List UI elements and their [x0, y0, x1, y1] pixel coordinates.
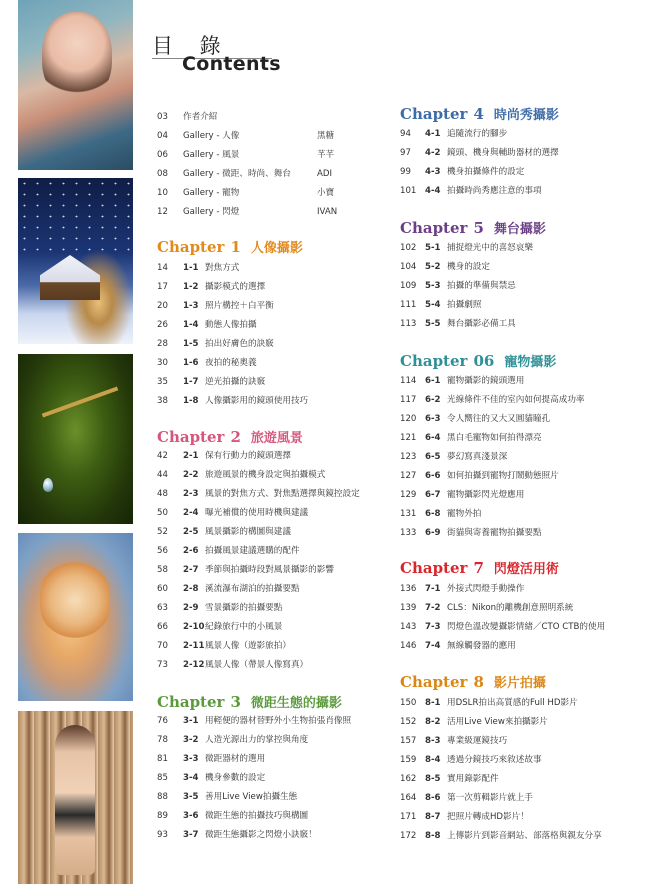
- entry-page: 97: [400, 148, 411, 158]
- model-figure: [55, 725, 95, 875]
- entry-code: 6-9: [425, 528, 441, 538]
- entry-page: 102: [400, 243, 417, 253]
- toc-entry: [400, 488, 524, 502]
- entry-title: 善用Live View拍攝生態: [205, 792, 298, 802]
- chapter-name: 人像攝影: [250, 241, 303, 256]
- toc-entry: [157, 205, 338, 219]
- chapter-number: 8: [473, 673, 484, 691]
- entry-code: 6-4: [425, 433, 441, 443]
- entry-code: 4-4: [425, 186, 441, 196]
- entry-page: 162: [400, 774, 417, 784]
- chapter-label: Chapter: [400, 352, 468, 370]
- toc-entry: [400, 639, 516, 653]
- entry-title: 寵物攝影閃光燈應用: [447, 490, 525, 500]
- entry-code: 3-2: [183, 735, 199, 745]
- chapter-heading: [157, 237, 303, 256]
- entry-page: 50: [157, 508, 168, 518]
- toc-entry: [400, 184, 542, 198]
- entry-title: 風景攝影的構圖與建議: [205, 527, 291, 537]
- chapter-heading: [400, 672, 546, 691]
- entry-title: 外接式閃燈手動操作: [447, 584, 525, 594]
- entry-page: 89: [157, 811, 168, 821]
- entry-title: 拍攝劇照: [447, 300, 482, 310]
- kitten-shape: [40, 560, 110, 640]
- entry-title: 黑白毛寵物如何拍得漂亮: [447, 433, 542, 443]
- entry-page: 150: [400, 698, 417, 708]
- toc-entry: [400, 772, 499, 786]
- entry-page: 113: [400, 319, 417, 329]
- toc-entry: [157, 714, 351, 728]
- toc-entry: [157, 299, 274, 313]
- entry-code: 5-3: [425, 281, 441, 291]
- toc-entry: [400, 734, 507, 748]
- entry-page: 28: [157, 339, 168, 349]
- entry-title: 保有行動力的鏡頭選擇: [205, 451, 291, 461]
- entry-page: 172: [400, 831, 417, 841]
- entry-code: 1-7: [183, 377, 199, 387]
- chapter-label: Chapter: [157, 238, 225, 256]
- entry-code: 2-10: [183, 622, 205, 632]
- entry-page: 127: [400, 471, 417, 481]
- toc-entry: [400, 469, 559, 483]
- chapter-label: Chapter: [400, 559, 468, 577]
- chapter-label: Chapter: [400, 219, 468, 237]
- entry-code: 5-5: [425, 319, 441, 329]
- entry-code: 3-6: [183, 811, 199, 821]
- toc-entry: [157, 658, 308, 672]
- entry-page: 94: [400, 129, 411, 139]
- chapter-number: 06: [473, 352, 495, 370]
- toc-entry: [400, 753, 542, 767]
- entry-code: 6-6: [425, 471, 441, 481]
- water-droplet: [43, 478, 53, 492]
- entry-page: 08: [157, 169, 168, 179]
- entry-page: 63: [157, 603, 168, 613]
- entry-title: 機身參數的設定: [205, 773, 266, 783]
- entry-title: 對焦方式: [205, 263, 240, 273]
- entry-code: 5-1: [425, 243, 441, 253]
- entry-author: IVAN: [317, 207, 338, 217]
- entry-title: 拍攝的準備與禁忌: [447, 281, 516, 291]
- entry-author: 芊芊: [317, 150, 335, 160]
- toc-entry: [400, 260, 490, 274]
- entry-title: 透過分鏡技巧來敘述故事: [447, 755, 542, 765]
- entry-page: 76: [157, 716, 168, 726]
- entry-title: 舞台攝影必備工具: [447, 319, 516, 329]
- chapter-label: Chapter: [157, 428, 225, 446]
- entry-code: 6-2: [425, 395, 441, 405]
- entry-title: 照片構控＋白平衡: [205, 301, 274, 311]
- toc-entry: [400, 298, 481, 312]
- entry-code: 3-7: [183, 830, 199, 840]
- entry-title: 旅遊風景的機身設定與拍攝模式: [205, 470, 326, 480]
- toc-entry: [157, 563, 334, 577]
- entry-code: 8-6: [425, 793, 441, 803]
- chapter-label: Chapter: [400, 673, 468, 691]
- entry-code: 8-3: [425, 736, 441, 746]
- toc-entry: [400, 450, 507, 464]
- toc-entry: [157, 186, 335, 200]
- toc-entry: [400, 279, 516, 293]
- entry-page: 131: [400, 509, 417, 519]
- entry-code: 3-5: [183, 792, 199, 802]
- portrait-subject: [42, 12, 112, 102]
- entry-title: 專業級運鏡技巧: [447, 736, 508, 746]
- page-title-chinese: 目 錄: [152, 34, 231, 58]
- entry-code: 2-9: [183, 603, 199, 613]
- entry-page: 129: [400, 490, 417, 500]
- entry-title: 人造光源出力的掌控與角度: [205, 735, 309, 745]
- toc-entry: [157, 809, 308, 823]
- entry-author: 小寶: [317, 188, 335, 198]
- entry-code: 1-8: [183, 396, 199, 406]
- entry-title: 上傳影片到影音網站、部落格與親友分享: [447, 831, 602, 841]
- entry-code: 5-2: [425, 262, 441, 272]
- entry-code: 8-1: [425, 698, 441, 708]
- toc-entry: [157, 506, 308, 520]
- entry-code: 4-2: [425, 148, 441, 158]
- entry-title: Gallery - 人像: [183, 131, 240, 141]
- chapter-label: Chapter: [157, 693, 225, 711]
- entry-code: 2-1: [183, 451, 199, 461]
- entry-page: 10: [157, 188, 168, 198]
- entry-page: 52: [157, 527, 168, 537]
- chapter-number: 3: [230, 693, 241, 711]
- entry-code: 1-5: [183, 339, 199, 349]
- chapter-number: 1: [230, 238, 241, 256]
- entry-code: 7-1: [425, 584, 441, 594]
- entry-title: 用輕便的器材替野外小生物拍張肖像照: [205, 716, 352, 726]
- chapter-name: 舞台攝影: [493, 222, 546, 237]
- entry-code: 6-8: [425, 509, 441, 519]
- entry-page: 143: [400, 622, 417, 632]
- entry-page: 17: [157, 282, 168, 292]
- chapter-name: 微距生態的攝影: [250, 696, 342, 711]
- toc-entry: [157, 356, 257, 370]
- entry-page: 78: [157, 735, 168, 745]
- entry-title: 季節與拍攝時段對風景攝影的影響: [205, 565, 334, 575]
- entry-page: 104: [400, 262, 417, 272]
- toc-entry: [157, 261, 239, 275]
- entry-title: 微距生態攝影之閃燈小訣竅！: [205, 830, 317, 840]
- entry-code: 6-1: [425, 376, 441, 386]
- chapter-heading: [157, 692, 342, 711]
- toc-entry: [157, 148, 335, 162]
- toc-entry: [400, 582, 524, 596]
- entry-page: 30: [157, 358, 168, 368]
- entry-page: 20: [157, 301, 168, 311]
- entry-title: 夜拍的秘奧義: [205, 358, 257, 368]
- toc-entry: [157, 449, 291, 463]
- page-title-english: Contents: [182, 53, 281, 75]
- entry-page: 38: [157, 396, 168, 406]
- entry-title: Gallery - 閃燈: [183, 207, 240, 217]
- entry-page: 109: [400, 281, 417, 291]
- entry-title: 光線條件不佳的室內如何提高成功率: [447, 395, 585, 405]
- toc-entry: [157, 639, 291, 653]
- entry-page: 58: [157, 565, 168, 575]
- chapter-number: 7: [473, 559, 484, 577]
- entry-title: 雪景攝影的拍攝要點: [205, 603, 283, 613]
- entry-page: 03: [157, 112, 168, 122]
- entry-page: 48: [157, 489, 168, 499]
- toc-entry: [400, 791, 533, 805]
- entry-code: 8-4: [425, 755, 441, 765]
- entry-code: 1-3: [183, 301, 199, 311]
- entry-page: 157: [400, 736, 417, 746]
- toc-entry: [400, 241, 533, 255]
- toc-entry: [400, 127, 507, 141]
- toc-entry: [157, 790, 297, 804]
- entry-page: 146: [400, 641, 417, 651]
- entry-page: 171: [400, 812, 417, 822]
- entry-code: 6-7: [425, 490, 441, 500]
- toc-entry: [157, 394, 308, 408]
- toc-entry: [400, 317, 516, 331]
- entry-page: 12: [157, 207, 168, 217]
- entry-code: 6-3: [425, 414, 441, 424]
- entry-page: 60: [157, 584, 168, 594]
- toc-entry: [400, 374, 524, 388]
- toc-entry: [157, 375, 265, 389]
- chapter-name: 影片拍攝: [493, 676, 546, 691]
- chapter-number: 4: [473, 105, 484, 123]
- dragonfly-macro-photo: [18, 354, 133, 524]
- toc-entry: [157, 544, 300, 558]
- entry-code: 2-11: [183, 641, 205, 651]
- entry-code: 4-3: [425, 167, 441, 177]
- chapter-number: 2: [230, 428, 241, 446]
- chapter-heading: [400, 104, 559, 123]
- toc-entry: [400, 165, 524, 179]
- toc-entry: [157, 129, 335, 143]
- entry-title: 人像攝影用的鏡頭使用技巧: [205, 396, 309, 406]
- entry-title: 鏡頭、機身與輔助器材的選擇: [447, 148, 559, 158]
- entry-title: 動態人像拍攝: [205, 320, 257, 330]
- toc-entry: [400, 526, 542, 540]
- entry-title: 機身拍攝條件的設定: [447, 167, 525, 177]
- toc-entry: [157, 601, 282, 615]
- entry-title: 風景人像（帶景人像寫真）: [205, 660, 309, 670]
- entry-code: 1-6: [183, 358, 199, 368]
- entry-title: 寵物攝影的鏡頭選用: [447, 376, 525, 386]
- entry-title: Gallery - 風景: [183, 150, 240, 160]
- entry-page: 111: [400, 300, 417, 310]
- entry-title: 拍攝風景建議選購的配件: [205, 546, 300, 556]
- entry-page: 117: [400, 395, 417, 405]
- chapter-number: 5: [473, 219, 484, 237]
- toc-entry: [400, 393, 585, 407]
- toc-entry: [157, 582, 300, 596]
- chapter-name: 時尚秀攝影: [493, 108, 559, 123]
- chapter-heading: [400, 558, 559, 577]
- toc-entry: [400, 715, 548, 729]
- entry-title: 曝光補償的使用時機與建議: [205, 508, 309, 518]
- entry-title: 溪流瀑布湖泊的拍攝要點: [205, 584, 300, 594]
- toc-entry: [400, 810, 529, 824]
- entry-page: 120: [400, 414, 417, 424]
- toc-entry: [157, 525, 291, 539]
- toc-entry: [400, 431, 542, 445]
- entry-title: 捕捉燈光中的喜怒哀樂: [447, 243, 533, 253]
- entry-title: 機身的設定: [447, 262, 490, 272]
- entry-code: 4-1: [425, 129, 441, 139]
- toc-entry: [157, 468, 325, 482]
- entry-page: 114: [400, 376, 417, 386]
- entry-page: 44: [157, 470, 168, 480]
- chapter-name: 閃燈活用術: [493, 562, 559, 577]
- entry-code: 2-6: [183, 546, 199, 556]
- toc-entry: [400, 601, 573, 615]
- toc-entry: [400, 507, 481, 521]
- entry-page: 93: [157, 830, 168, 840]
- entry-author: 黑糖: [317, 131, 335, 141]
- entry-page: 81: [157, 754, 168, 764]
- entry-title: 街貓與寄養寵物拍攝要點: [447, 528, 542, 538]
- entry-page: 133: [400, 528, 417, 538]
- entry-page: 123: [400, 452, 417, 462]
- entry-title: 作者介紹: [183, 112, 218, 122]
- toc-entry: [157, 733, 308, 747]
- toc-entry: [157, 620, 282, 634]
- entry-code: 3-1: [183, 716, 199, 726]
- entry-title: 逆光拍攝的訣竅: [205, 377, 266, 387]
- entry-page: 159: [400, 755, 417, 765]
- toc-entry: [157, 487, 360, 501]
- entry-code: 2-4: [183, 508, 199, 518]
- entry-page: 73: [157, 660, 168, 670]
- entry-author: ADI: [317, 169, 333, 179]
- toc-entry: [400, 412, 550, 426]
- chapter-name: 寵物攝影: [504, 355, 557, 370]
- toc-entry: [157, 318, 257, 332]
- entry-code: 2-5: [183, 527, 199, 537]
- chapter-name: 旅遊風景: [250, 431, 303, 446]
- toc-entry: [157, 167, 333, 181]
- entry-page: 101: [400, 186, 417, 196]
- entry-code: 2-12: [183, 660, 205, 670]
- entry-title: Gallery - 微距、時尚、舞台: [183, 169, 291, 179]
- entry-title: 閃燈色溫改變攝影情緒／CTO CTB的使用: [447, 622, 606, 632]
- entry-title: 令人嚮往的又大又圓貓瞳孔: [447, 414, 551, 424]
- entry-code: 2-2: [183, 470, 199, 480]
- entry-page: 56: [157, 546, 168, 556]
- entry-code: 7-2: [425, 603, 441, 613]
- entry-title: 風景的對焦方式、對焦點選擇與鏡控設定: [205, 489, 360, 499]
- entry-title: 拍出好膚色的訣竅: [205, 339, 274, 349]
- toc-entry: [157, 752, 265, 766]
- toc-entry: [157, 828, 317, 842]
- entry-code: 8-7: [425, 812, 441, 822]
- entry-title: 微距生態的拍攝技巧與構圖: [205, 811, 309, 821]
- entry-code: 1-1: [183, 263, 199, 273]
- entry-code: 8-2: [425, 717, 441, 727]
- entry-code: 8-5: [425, 774, 441, 784]
- toc-entry: [157, 280, 265, 294]
- entry-title: 活用Live View來拍攝影片: [447, 717, 548, 727]
- entry-code: 2-3: [183, 489, 199, 499]
- entry-title: 無線觸發器的應用: [447, 641, 516, 651]
- entry-title: 風景人像（遊影旅拍）: [205, 641, 291, 651]
- entry-title: 追隨流行的腳步: [447, 129, 508, 139]
- entry-title: 實用錄影配件: [447, 774, 499, 784]
- toc-entry: [400, 696, 578, 710]
- entry-code: 7-4: [425, 641, 441, 651]
- entry-page: 152: [400, 717, 417, 727]
- entry-page: 121: [400, 433, 417, 443]
- entry-title: 把照片轉成HD影片！: [447, 812, 529, 822]
- entry-title: 夢幻寫真淺景深: [447, 452, 508, 462]
- entry-code: 5-4: [425, 300, 441, 310]
- night-sky-stars: [18, 178, 133, 258]
- entry-title: 攝影模式的選擇: [205, 282, 266, 292]
- entry-title: CLS：Nikon的離機創意照明系統: [447, 603, 574, 613]
- entry-page: 42: [157, 451, 168, 461]
- toc-entry: [400, 146, 559, 160]
- entry-page: 136: [400, 584, 417, 594]
- entry-page: 66: [157, 622, 168, 632]
- toc-entry: [400, 620, 605, 634]
- entry-page: 35: [157, 377, 168, 387]
- entry-title: 拍攝時尚秀應注意的事項: [447, 186, 542, 196]
- entry-code: 2-8: [183, 584, 199, 594]
- entry-title: 微距器材的選用: [205, 754, 266, 764]
- toc-entry: [157, 337, 274, 351]
- entry-code: 8-8: [425, 831, 441, 841]
- chapter-heading: [157, 427, 303, 446]
- entry-title: 第一次剪輯影片就上手: [447, 793, 533, 803]
- entry-page: 06: [157, 150, 168, 160]
- entry-code: 1-2: [183, 282, 199, 292]
- entry-code: 1-4: [183, 320, 199, 330]
- toc-entry: [157, 110, 217, 124]
- entry-code: 2-7: [183, 565, 199, 575]
- entry-page: 164: [400, 793, 417, 803]
- chapter-heading: [400, 351, 556, 370]
- toc-entry: [400, 829, 602, 843]
- entry-page: 14: [157, 263, 168, 273]
- entry-title: 如何拍攝到寵物打鬧動態照片: [447, 471, 559, 481]
- entry-title: 用DSLR拍出高質感的Full HD影片: [447, 698, 578, 708]
- entry-page: 88: [157, 792, 168, 802]
- entry-code: 6-5: [425, 452, 441, 462]
- entry-code: 3-3: [183, 754, 199, 764]
- entry-page: 70: [157, 641, 168, 651]
- chapter-heading: [400, 218, 546, 237]
- entry-page: 99: [400, 167, 411, 177]
- entry-page: 139: [400, 603, 417, 613]
- entry-code: 7-3: [425, 622, 441, 632]
- entry-title: 紀錄旅行中的小風景: [205, 622, 283, 632]
- entry-page: 26: [157, 320, 168, 330]
- entry-page: 85: [157, 773, 168, 783]
- entry-title: Gallery - 寵物: [183, 188, 240, 198]
- chapter-label: Chapter: [400, 105, 468, 123]
- entry-title: 寵物外拍: [447, 509, 482, 519]
- entry-page: 04: [157, 131, 168, 141]
- toc-entry: [157, 771, 265, 785]
- entry-code: 3-4: [183, 773, 199, 783]
